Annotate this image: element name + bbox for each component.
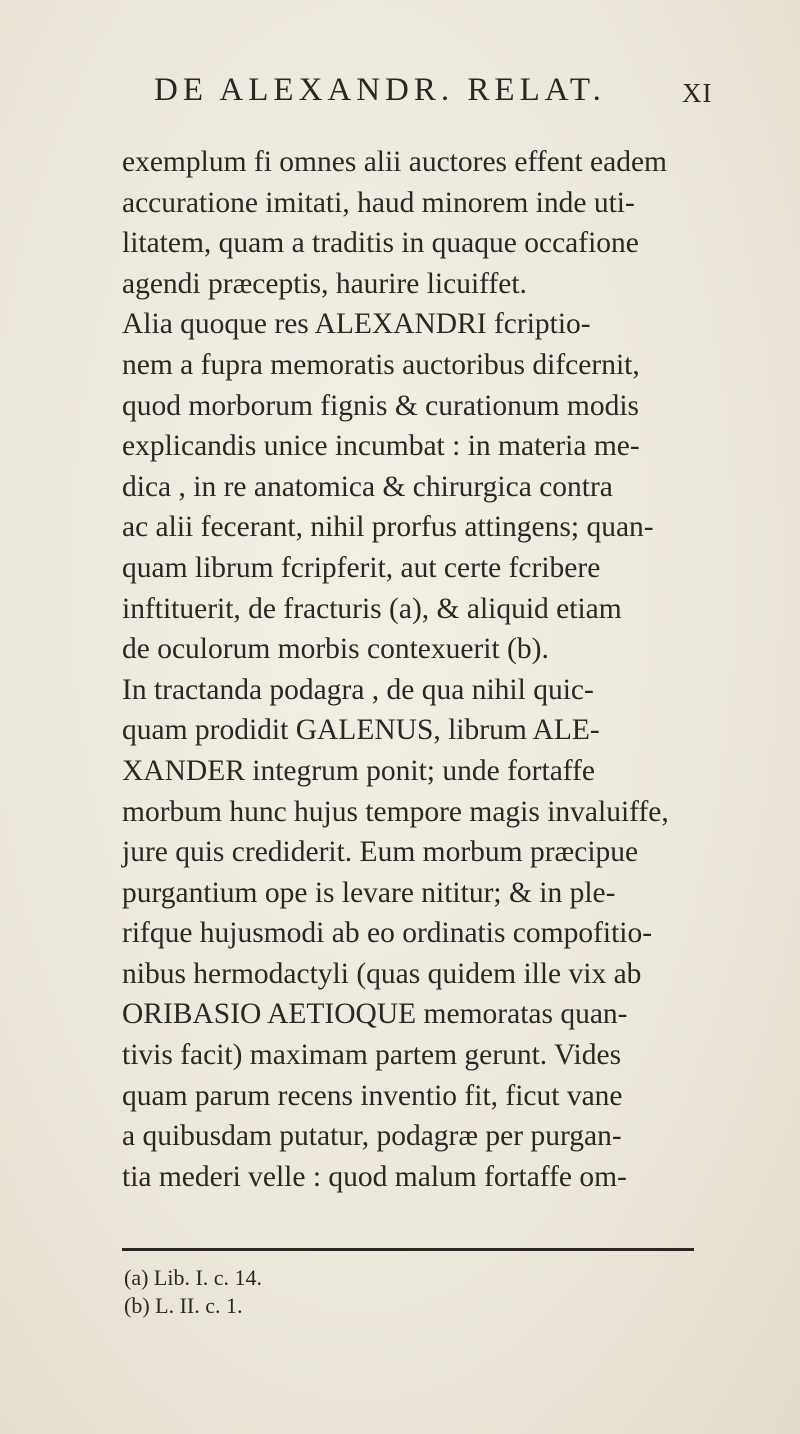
text-line: exemplum fi omnes alii auctores effent eadem <box>122 146 668 178</box>
text-line: explicandis unice incumbat : in materia me- <box>122 430 640 463</box>
footnote: (a) Lib. I. c. 14. <box>124 1265 263 1290</box>
running-title: DE ALEXANDR. RELAT. <box>154 72 606 108</box>
text-line: dica , in re anatomica & chirurgica contra <box>122 470 613 503</box>
text-line: XANDER integrum ponit; unde fortaffe <box>122 754 595 787</box>
text-line: nem a fupra memoratis auctoribus difcernit, <box>122 348 640 381</box>
text-line: accuratione imitati, haud minorem inde uti- <box>122 186 635 219</box>
text-line: rifque hujusmodi ab eo ordinatis compofitio- <box>122 917 653 950</box>
text-line: quam librum fcripferit, aut certe fcribere <box>122 551 601 584</box>
text-line: tivis facit) maximam partem gerunt. Vides <box>122 1039 622 1072</box>
footnote: (b) L. II. c. 1. <box>124 1293 243 1318</box>
footnotes <box>124 1264 262 1320</box>
text-line: ORIBASIO AETIOQUE memoratas quan- <box>122 998 628 1031</box>
text-line: a quibusdam putatur, podagræ per purgan- <box>122 1120 622 1153</box>
text-line: quod morborum fignis & curationum modis <box>122 389 640 422</box>
text-line: Alia quoque res ALEXANDRI fcriptio- <box>122 308 591 341</box>
text-line: inftituerit, de fracturis (a), & aliquid etiam <box>122 592 622 625</box>
text-line: litatem, quam a traditis in quaque occafione <box>122 227 639 260</box>
body-text <box>122 142 722 1197</box>
text-line: quam parum recens inventio fit, ficut vane <box>122 1079 623 1112</box>
running-head <box>100 64 720 124</box>
text-line: In tractanda podagra , de qua nihil quic- <box>122 673 594 706</box>
footnote-rule <box>122 1248 694 1251</box>
text-line: morbum hunc hujus tempore magis invaluiffe, <box>122 795 669 828</box>
text-line: de oculorum morbis contexuerit (b). <box>122 633 549 666</box>
text-line: tia mederi velle : quod malum fortaffe om- <box>122 1160 627 1193</box>
page-number: XI <box>682 78 713 108</box>
text-line: nibus hermodactyli (quas quidem ille vix ab <box>122 957 642 990</box>
text-line: agendi præceptis, haurire licuiffet. <box>122 267 527 300</box>
text-line: purgantium ope is levare nititur; & in ple- <box>122 876 616 909</box>
text-line: ac alii fecerant, nihil prorfus attingens; quan- <box>122 511 654 544</box>
text-line: jure quis crediderit. Eum morbum præcipue <box>122 836 639 869</box>
text-line: quam prodidit GALENUS, librum ALE- <box>122 714 600 747</box>
